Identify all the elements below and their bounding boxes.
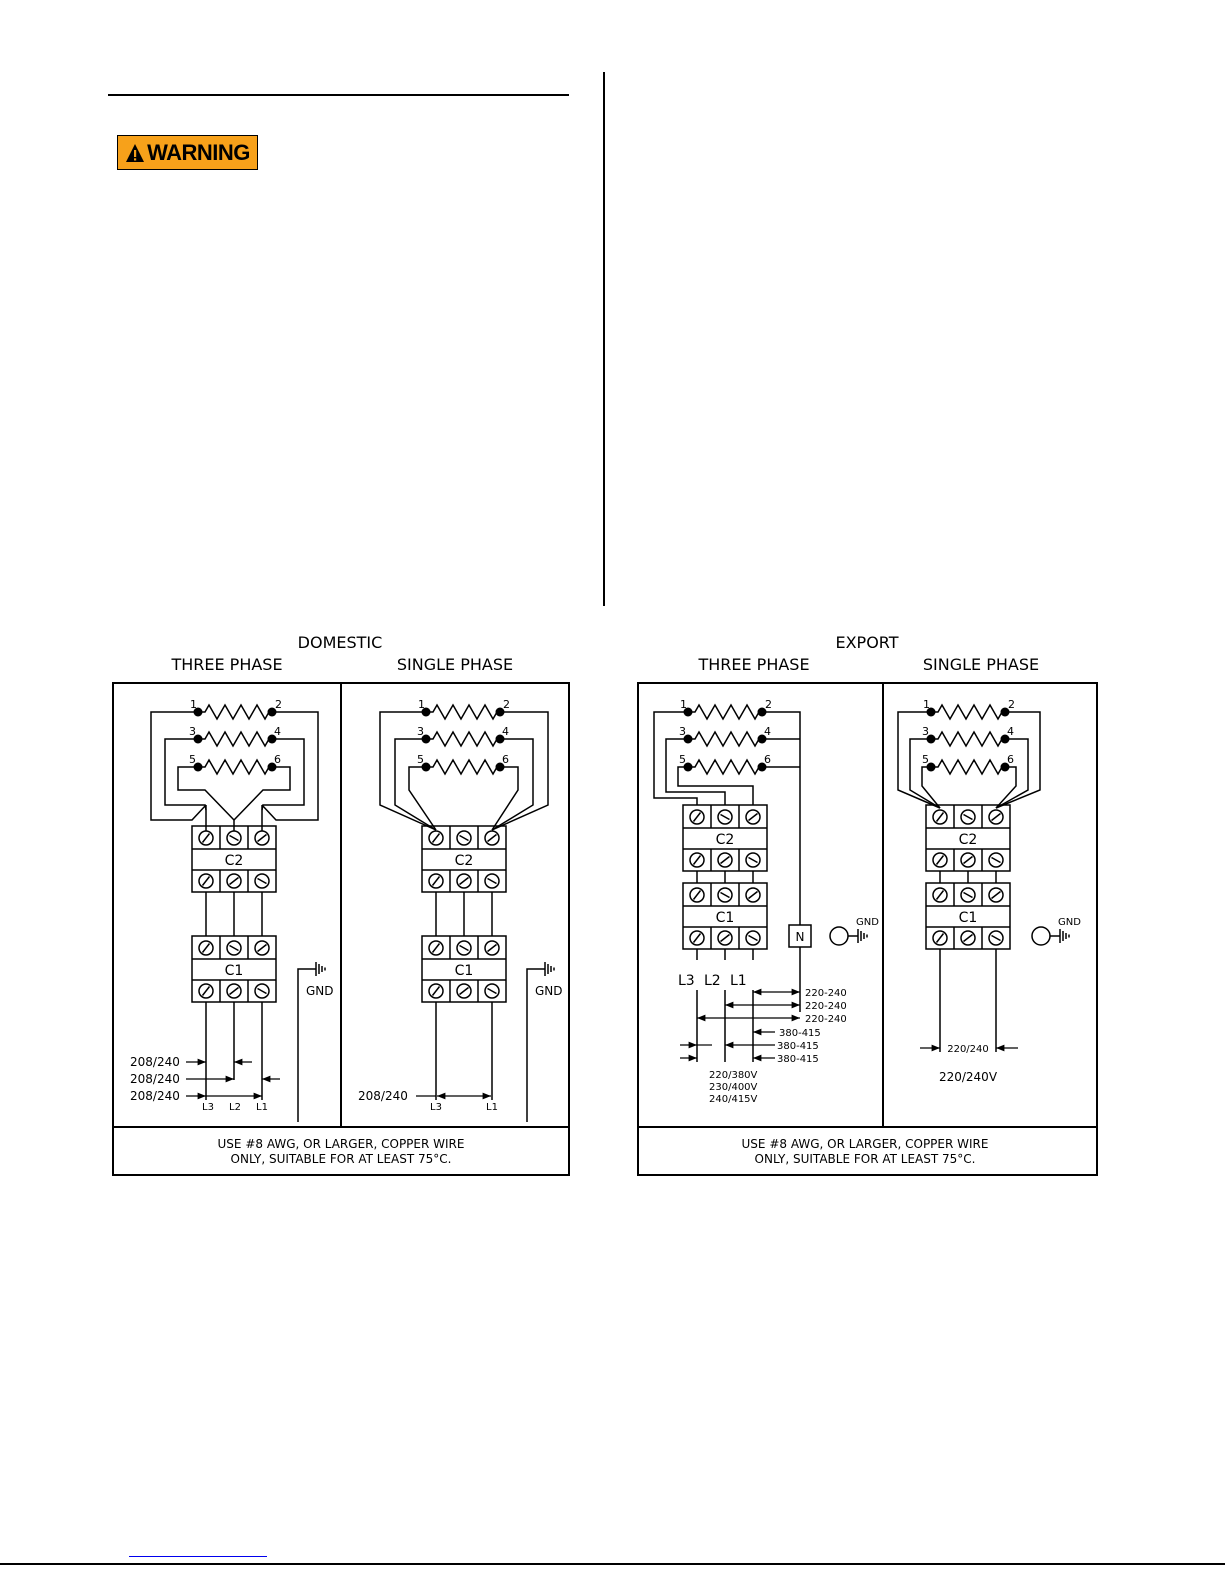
domestic-3ph-voltage-2: 208/240 bbox=[130, 1072, 180, 1086]
domestic-3ph-element-5: 5 bbox=[189, 753, 196, 766]
domestic-three-phase-heading: THREE PHASE bbox=[171, 655, 283, 674]
domestic-3ph-voltage-3: 208/240 bbox=[130, 1089, 180, 1103]
domestic-1ph-element-1: 1 bbox=[418, 698, 425, 711]
export-3ph-ll-voltage-3: 380-415 bbox=[777, 1054, 819, 1065]
domestic-3ph-gnd-label: GND bbox=[306, 984, 334, 998]
export-note-line-1: USE #8 AWG, OR LARGER, COPPER WIRE bbox=[741, 1137, 989, 1151]
export-3ph-element-5: 5 bbox=[679, 753, 686, 766]
domestic-3ph-element-6: 6 bbox=[274, 753, 281, 766]
domestic-3ph-voltage-1: 208/240 bbox=[130, 1055, 180, 1069]
export-3ph-neutral-terminal: N bbox=[795, 930, 805, 944]
export-1ph-rating: 220/240V bbox=[938, 1070, 998, 1084]
domestic-1ph-element-4: 4 bbox=[502, 725, 509, 738]
domestic-3ph-contactor-c1: C1 bbox=[224, 963, 244, 979]
domestic-title: DOMESTIC bbox=[297, 633, 383, 652]
export-single-phase-heading: SINGLE PHASE bbox=[922, 655, 1040, 674]
domestic-1ph-element-6: 6 bbox=[502, 753, 509, 766]
warning-text: WARNING bbox=[147, 139, 250, 165]
domestic-1ph-line-l3: L3 bbox=[430, 1102, 442, 1113]
footer-rule bbox=[0, 1563, 1225, 1565]
export-title: EXPORT bbox=[835, 633, 899, 652]
export-3ph-line-l3: L3 bbox=[678, 973, 695, 989]
export-3ph-line-l1: L1 bbox=[730, 973, 747, 989]
domestic-3ph-line-l1: L1 bbox=[256, 1102, 268, 1113]
domestic-1ph-gnd-label: GND bbox=[535, 984, 563, 998]
export-3ph-element-1: 1 bbox=[680, 698, 687, 711]
domestic-1ph-element-3: 3 bbox=[417, 725, 424, 738]
export-note-line-2: ONLY, SUITABLE FOR AT LEAST 75°C. bbox=[754, 1152, 976, 1166]
export-3ph-ln-voltage-1: 220-240 bbox=[805, 988, 847, 999]
domestic-note-line-2: ONLY, SUITABLE FOR AT LEAST 75°C. bbox=[230, 1152, 452, 1166]
export-3ph-gnd-label: GND bbox=[856, 917, 879, 928]
domestic-1ph-element-2: 2 bbox=[503, 698, 510, 711]
export-1ph-element-2: 2 bbox=[1008, 698, 1015, 711]
export-3ph-element-4: 4 bbox=[764, 725, 771, 738]
export-1ph-voltage: 220/240 bbox=[947, 1044, 989, 1055]
domestic-single-phase-heading: SINGLE PHASE bbox=[396, 655, 514, 674]
export-3ph-ln-voltage-2: 220-240 bbox=[805, 1001, 847, 1012]
export-three-phase-heading: THREE PHASE bbox=[698, 655, 810, 674]
export-1ph-element-4: 4 bbox=[1007, 725, 1014, 738]
export-1ph-element-5: 5 bbox=[922, 753, 929, 766]
domestic-3ph-element-3: 3 bbox=[189, 725, 196, 738]
export-3ph-contactor-c1: C1 bbox=[715, 910, 735, 926]
export-1ph-contactor-c1: C1 bbox=[958, 910, 978, 926]
domestic-1ph-element-5: 5 bbox=[417, 753, 424, 766]
export-3ph-contactor-c2: C2 bbox=[715, 832, 735, 848]
domestic-note-line-1: USE #8 AWG, OR LARGER, COPPER WIRE bbox=[217, 1137, 465, 1151]
export-1ph-gnd-label: GND bbox=[1058, 917, 1081, 928]
domestic-diagram-frame bbox=[113, 683, 569, 1175]
domestic-3ph-element-4: 4 bbox=[274, 725, 281, 738]
domestic-single-phase-circuit bbox=[380, 705, 554, 1122]
export-3ph-element-2: 2 bbox=[765, 698, 772, 711]
export-3ph-rating-1: 220/380V bbox=[709, 1070, 758, 1081]
export-3ph-ln-voltage-3: 220-240 bbox=[805, 1014, 847, 1025]
export-3ph-ll-voltage-1: 380-415 bbox=[779, 1028, 821, 1039]
export-1ph-element-1: 1 bbox=[923, 698, 930, 711]
export-3ph-ll-voltage-2: 380-415 bbox=[777, 1041, 819, 1052]
domestic-3ph-line-l2: L2 bbox=[229, 1102, 241, 1113]
export-1ph-element-6: 6 bbox=[1007, 753, 1014, 766]
export-3ph-rating-3: 240/415V bbox=[709, 1094, 758, 1105]
domestic-3ph-contactor-c2: C2 bbox=[224, 853, 244, 869]
export-3ph-element-3: 3 bbox=[679, 725, 686, 738]
domestic-1ph-contactor-c2: C2 bbox=[454, 853, 474, 869]
export-3ph-rating-2: 230/400V bbox=[709, 1082, 758, 1093]
export-3ph-element-6: 6 bbox=[764, 753, 771, 766]
domestic-3ph-line-l3: L3 bbox=[202, 1102, 214, 1113]
export-1ph-contactor-c2: C2 bbox=[958, 832, 978, 848]
domestic-1ph-voltage: 208/240 bbox=[358, 1089, 408, 1103]
domestic-1ph-contactor-c1: C1 bbox=[454, 963, 474, 979]
footer-link-underline[interactable] bbox=[129, 1556, 267, 1557]
domestic-3ph-element-1: 1 bbox=[190, 698, 197, 711]
export-3ph-line-l2: L2 bbox=[704, 973, 721, 989]
domestic-3ph-element-2: 2 bbox=[275, 698, 282, 711]
export-1ph-element-3: 3 bbox=[922, 725, 929, 738]
domestic-1ph-line-l1: L1 bbox=[486, 1102, 498, 1113]
